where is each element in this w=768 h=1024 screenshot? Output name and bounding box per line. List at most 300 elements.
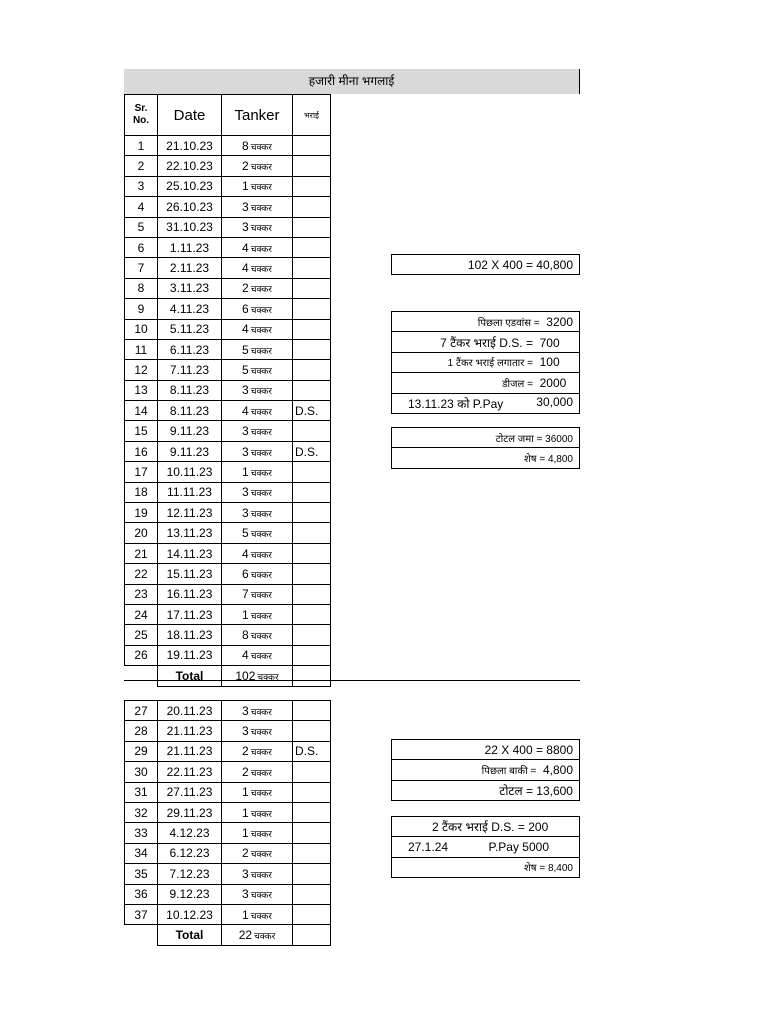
bharai-cell <box>293 278 331 298</box>
table-row <box>125 823 331 843</box>
date-cell: 19.11.23 <box>158 645 222 665</box>
tanker-count: 4 <box>242 546 249 561</box>
tanker-unit: चक्कर <box>250 304 272 315</box>
tanker-cell <box>222 339 293 359</box>
calc-box-section2-pay <box>391 816 580 878</box>
tanker-unit: चक्कर <box>250 365 272 376</box>
table-row <box>125 625 331 645</box>
tanker-cell <box>222 625 293 645</box>
table-row <box>125 884 331 904</box>
tanker-cell <box>222 721 293 741</box>
tanker-unit: चक्कर <box>250 890 272 901</box>
calc-diesel-value: 2000 <box>539 375 567 390</box>
date-cell: 4.11.23 <box>158 299 222 319</box>
tanker-cell <box>222 197 293 217</box>
tanker-unit: चक्कर <box>250 631 272 642</box>
table-row <box>125 782 331 802</box>
bharai-cell <box>293 782 331 802</box>
sr-cell: 30 <box>125 762 158 782</box>
calc-rate-line-2: 22 X 400 = 8800 <box>392 740 580 760</box>
sr-cell: 21 <box>125 543 158 563</box>
tanker-unit: चक्कर <box>250 910 272 921</box>
tanker-cell <box>222 904 293 924</box>
table-row <box>125 319 331 339</box>
tanker-count: 1 <box>242 607 249 622</box>
tanker-cell <box>222 482 293 502</box>
calc-shesh-1: शेष = 4,800 <box>392 448 580 468</box>
tanker-unit: चक्कर <box>250 223 272 234</box>
tanker-count: 1 <box>242 826 249 841</box>
bharai-cell <box>293 823 331 843</box>
calc-ds-label: 7 टैंकर भराई D.S. = <box>440 335 533 350</box>
sr-cell: 9 <box>125 299 158 319</box>
tanker-count: 2 <box>242 159 249 174</box>
tanker-cell <box>222 823 293 843</box>
bharai-cell <box>293 339 331 359</box>
date-cell: 9.11.23 <box>158 441 222 461</box>
date-cell: 22.11.23 <box>158 762 222 782</box>
date-cell: 8.11.23 <box>158 401 222 421</box>
tanker-unit: चक्कर <box>250 284 272 295</box>
tanker-count: 3 <box>242 724 249 739</box>
tanker-count: 4 <box>242 261 249 276</box>
tanker-cell <box>222 176 293 196</box>
date-cell: 8.11.23 <box>158 380 222 400</box>
date-cell: 6.12.23 <box>158 843 222 863</box>
tanker-count: 4 <box>242 240 249 255</box>
tanker-cell <box>222 782 293 802</box>
table-row <box>125 584 331 604</box>
tanker-count: 3 <box>242 424 249 439</box>
sr-cell: 11 <box>125 339 158 359</box>
tanker-cell <box>222 136 293 156</box>
date-cell: 5.11.23 <box>158 319 222 339</box>
table-row <box>125 904 331 924</box>
tanker-cell <box>222 543 293 563</box>
table-row <box>125 360 331 380</box>
tanker-unit: चक्कर <box>250 427 272 438</box>
date-cell: 20.11.23 <box>158 701 222 721</box>
date-cell: 26.10.23 <box>158 197 222 217</box>
tanker-count: 1 <box>242 179 249 194</box>
total-value-cell <box>222 925 293 945</box>
sr-cell: 22 <box>125 564 158 584</box>
calc-baki-label: पिछला बाकी = <box>481 766 537 778</box>
bharai-cell <box>293 925 331 945</box>
date-cell: 22.10.23 <box>158 156 222 176</box>
tanker-count: 5 <box>242 362 249 377</box>
bharai-cell <box>293 843 331 863</box>
tanker-count: 4 <box>242 322 249 337</box>
sr-cell: 27 <box>125 701 158 721</box>
table-row <box>125 462 331 482</box>
date-cell: 29.11.23 <box>158 802 222 822</box>
tanker-count: 3 <box>242 444 249 459</box>
tanker-count: 2 <box>242 744 249 759</box>
total-row <box>125 925 331 945</box>
calc-adv-value: 3200 <box>546 314 573 329</box>
sr-cell: 7 <box>125 258 158 278</box>
sr-cell: 36 <box>125 884 158 904</box>
sr-cell: 18 <box>125 482 158 502</box>
tanker-count: 2 <box>242 846 249 861</box>
sr-cell: 29 <box>125 741 158 761</box>
tanker-count: 3 <box>242 220 249 235</box>
table-row <box>125 136 331 156</box>
table-row <box>125 864 331 884</box>
sr-cell: 28 <box>125 721 158 741</box>
tanker-count: 4 <box>242 648 249 663</box>
tanker-count: 8 <box>242 628 249 643</box>
section-divider <box>124 680 580 681</box>
date-cell: 15.11.23 <box>158 564 222 584</box>
date-cell: 14.11.23 <box>158 543 222 563</box>
tanker-unit: चक्कर <box>250 610 272 621</box>
calc-lagatar-value: 100 <box>539 355 560 370</box>
tanker-count: 3 <box>242 887 249 902</box>
table-row <box>125 762 331 782</box>
tanker-cell <box>222 217 293 237</box>
table-row <box>125 802 331 822</box>
tanker-count: 3 <box>242 199 249 214</box>
sr-cell: 6 <box>125 237 158 257</box>
tanker-cell <box>222 299 293 319</box>
calc-ppay-label: 13.11.23 को P.Pay <box>408 396 504 411</box>
total-label: Total <box>158 666 222 686</box>
tanker-cell <box>222 802 293 822</box>
bharai-cell <box>293 584 331 604</box>
bharai-cell <box>293 625 331 645</box>
calc-ppay-value: 30,000 <box>536 394 573 409</box>
table-row <box>125 217 331 237</box>
bharai-cell <box>293 156 331 176</box>
tanker-unit: चक्कर <box>250 529 272 540</box>
calc-row <box>392 352 580 372</box>
tanker-unit: चक्कर <box>250 747 272 758</box>
tanker-cell <box>222 604 293 624</box>
date-cell: 21.10.23 <box>158 136 222 156</box>
table-row <box>125 564 331 584</box>
tanker-unit: चक्कर <box>250 264 272 275</box>
tanker-unit: चक्कर <box>250 243 272 254</box>
bharai-cell <box>293 721 331 741</box>
bharai-cell <box>293 503 331 523</box>
tanker-cell <box>222 701 293 721</box>
calc-adv-label: पिछला एडवांस = <box>477 317 540 329</box>
tanker-unit: चक्कर <box>250 447 272 458</box>
tanker-cell <box>222 156 293 176</box>
calc-box-deductions <box>391 311 580 414</box>
tanker-cell <box>222 523 293 543</box>
date-cell: 10.11.23 <box>158 462 222 482</box>
tanker-unit: चक्कर <box>250 767 272 778</box>
tanker-cell <box>222 741 293 761</box>
tanker-cell <box>222 884 293 904</box>
date-cell: 6.11.23 <box>158 339 222 359</box>
bharai-cell <box>293 564 331 584</box>
tanker-count: 6 <box>242 566 249 581</box>
calc-total-jama: टोटल जमा = 36000 <box>392 428 580 448</box>
bharai-cell <box>293 482 331 502</box>
bharai-cell <box>293 299 331 319</box>
tanker-unit: चक्कर <box>250 325 272 336</box>
date-cell: 9.12.23 <box>158 884 222 904</box>
bharai-cell <box>293 864 331 884</box>
tanker-unit: चक्कर <box>250 590 272 601</box>
tanker-cell <box>222 258 293 278</box>
tanker-unit: चक्कर <box>250 488 272 499</box>
tanker-cell <box>222 441 293 461</box>
bharai-cell <box>293 666 331 686</box>
header-date: Date <box>158 95 222 136</box>
table-row <box>125 176 331 196</box>
calc-box-section2 <box>391 739 580 801</box>
tanker-cell <box>222 762 293 782</box>
bharai-cell <box>293 380 331 400</box>
date-cell: 1.11.23 <box>158 237 222 257</box>
tanker-count: 3 <box>242 505 249 520</box>
tanker-table-2 <box>124 700 331 946</box>
tanker-count: 8 <box>242 138 249 153</box>
total-value: 22 <box>238 927 253 942</box>
tanker-unit: चक्कर <box>250 869 272 880</box>
blank-cell <box>125 925 158 945</box>
tanker-count: 5 <box>242 526 249 541</box>
tanker-cell <box>222 360 293 380</box>
tanker-count: 1 <box>242 464 249 479</box>
tanker-unit: चक्कर <box>254 930 276 941</box>
tanker-count: 2 <box>242 764 249 779</box>
sr-cell: 26 <box>125 645 158 665</box>
tanker-count: 3 <box>242 703 249 718</box>
sr-cell: 37 <box>125 904 158 924</box>
bharai-cell <box>293 701 331 721</box>
tanker-unit: चक्कर <box>250 651 272 662</box>
date-cell: 31.10.23 <box>158 217 222 237</box>
bharai-cell <box>293 462 331 482</box>
sr-cell: 15 <box>125 421 158 441</box>
date-cell: 21.11.23 <box>158 721 222 741</box>
sr-cell: 12 <box>125 360 158 380</box>
tanker-unit: चक्कर <box>250 202 272 213</box>
bharai-cell <box>293 523 331 543</box>
tanker-cell <box>222 645 293 665</box>
calc-row <box>392 332 580 352</box>
calc-ds2-value: 200 <box>528 820 549 835</box>
table-row <box>125 604 331 624</box>
tanker-unit: चक्कर <box>257 671 279 682</box>
sr-cell: 8 <box>125 278 158 298</box>
table-row <box>125 721 331 741</box>
tanker-count: 7 <box>242 587 249 602</box>
table-row <box>125 401 331 421</box>
table-row <box>125 441 331 461</box>
calc-shesh-2: शेष = 8,400 <box>392 857 580 877</box>
table-row <box>125 503 331 523</box>
tanker-unit: चक्कर <box>250 706 272 717</box>
date-cell: 27.11.23 <box>158 782 222 802</box>
date-cell: 4.12.23 <box>158 823 222 843</box>
sr-cell: 17 <box>125 462 158 482</box>
table-row <box>125 543 331 563</box>
tanker-count: 5 <box>242 342 249 357</box>
date-cell: 16.11.23 <box>158 584 222 604</box>
bharai-cell <box>293 421 331 441</box>
tanker-unit: चक्कर <box>250 141 272 152</box>
total-label: Total <box>158 925 222 945</box>
tanker-cell <box>222 462 293 482</box>
header-sr-no: Sr. No. <box>125 95 158 136</box>
table-row <box>125 523 331 543</box>
calc-total-2: टोटल = 13,600 <box>392 780 580 800</box>
table-row <box>125 843 331 863</box>
calc-row <box>392 312 580 332</box>
bharai-cell <box>293 762 331 782</box>
date-cell: 7.12.23 <box>158 864 222 884</box>
header-bharai: भराई <box>293 95 331 136</box>
calc-box-balance <box>391 427 580 469</box>
sr-cell: 3 <box>125 176 158 196</box>
tanker-unit: चक्कर <box>250 467 272 478</box>
calc-ds-value: 700 <box>539 335 560 350</box>
table-row <box>125 701 331 721</box>
tanker-cell <box>222 380 293 400</box>
bharai-cell <box>293 319 331 339</box>
table-row <box>125 197 331 217</box>
tanker-cell <box>222 401 293 421</box>
tanker-cell <box>222 421 293 441</box>
sr-cell: 4 <box>125 197 158 217</box>
tanker-unit: चक्कर <box>250 406 272 417</box>
sr-cell: 16 <box>125 441 158 461</box>
tanker-unit: चक्कर <box>250 569 272 580</box>
tanker-cell <box>222 843 293 863</box>
calc-row <box>392 393 580 413</box>
tanker-unit: चक्कर <box>250 727 272 738</box>
date-cell: 18.11.23 <box>158 625 222 645</box>
sr-cell: 14 <box>125 401 158 421</box>
sr-cell: 23 <box>125 584 158 604</box>
sr-cell: 2 <box>125 156 158 176</box>
sr-cell: 34 <box>125 843 158 863</box>
tanker-unit: चक्कर <box>250 788 272 799</box>
table-row <box>125 645 331 665</box>
tanker-unit: चक्कर <box>250 508 272 519</box>
tanker-cell <box>222 319 293 339</box>
bharai-cell <box>293 237 331 257</box>
sr-cell: 19 <box>125 503 158 523</box>
sr-cell: 10 <box>125 319 158 339</box>
calc-baki-value: 4,800 <box>542 763 573 778</box>
sr-cell: 13 <box>125 380 158 400</box>
tanker-cell <box>222 503 293 523</box>
tanker-table-1 <box>124 94 331 687</box>
date-cell: 11.11.23 <box>158 482 222 502</box>
calc-lagatar-label: 1 टैंकर भराई लगातार = <box>447 358 533 370</box>
sr-cell: 25 <box>125 625 158 645</box>
tanker-unit: चक्कर <box>250 182 272 193</box>
total-value-cell <box>222 666 293 686</box>
table-header <box>125 95 331 136</box>
tanker-unit: चक्कर <box>250 345 272 356</box>
table-row <box>125 299 331 319</box>
table-row <box>125 156 331 176</box>
table-row <box>125 278 331 298</box>
date-cell: 3.11.23 <box>158 278 222 298</box>
calc-pay2-date: 27.1.24 <box>408 840 449 855</box>
date-cell: 13.11.23 <box>158 523 222 543</box>
sr-cell: 5 <box>125 217 158 237</box>
bharai-cell <box>293 197 331 217</box>
header-tanker: Tanker <box>222 95 293 136</box>
bharai-cell: D.S. <box>293 401 331 421</box>
table-row <box>125 380 331 400</box>
tanker-cell <box>222 864 293 884</box>
tanker-cell <box>222 564 293 584</box>
bharai-cell <box>293 217 331 237</box>
calc-box-rate <box>391 254 580 275</box>
calc-pay2-label: P.Pay 5000 <box>488 840 549 855</box>
table-row <box>125 741 331 761</box>
tanker-unit: चक्कर <box>250 808 272 819</box>
tanker-count: 2 <box>242 281 249 296</box>
bharai-cell <box>293 884 331 904</box>
page-title: हजारी मीना भगलाई <box>124 69 580 94</box>
sr-cell: 24 <box>125 604 158 624</box>
date-cell: 9.11.23 <box>158 421 222 441</box>
sr-cell: 1 <box>125 136 158 156</box>
bharai-cell <box>293 136 331 156</box>
sr-cell: 33 <box>125 823 158 843</box>
date-cell: 21.11.23 <box>158 741 222 761</box>
tanker-cell <box>222 237 293 257</box>
calc-diesel-label: डीजल = <box>502 378 533 390</box>
table-row <box>125 482 331 502</box>
sr-cell: 31 <box>125 782 158 802</box>
bharai-cell <box>293 645 331 665</box>
date-cell: 10.12.23 <box>158 904 222 924</box>
tanker-count: 3 <box>242 383 249 398</box>
tanker-count: 1 <box>242 907 249 922</box>
sr-cell: 35 <box>125 864 158 884</box>
total-row <box>125 666 331 686</box>
bharai-cell <box>293 802 331 822</box>
date-cell: 2.11.23 <box>158 258 222 278</box>
blank-cell <box>125 666 158 686</box>
tanker-count: 3 <box>242 866 249 881</box>
tanker-count: 6 <box>242 301 249 316</box>
tanker-unit: चक्कर <box>250 162 272 173</box>
tanker-unit: चक्कर <box>250 829 272 840</box>
calc-row <box>392 373 580 393</box>
bharai-cell <box>293 543 331 563</box>
bharai-cell: D.S. <box>293 741 331 761</box>
calc-rate-line: 102 X 400 = 40,800 <box>392 255 580 275</box>
tanker-unit: चक्कर <box>250 386 272 397</box>
sr-cell: 32 <box>125 802 158 822</box>
table-row <box>125 339 331 359</box>
bharai-cell <box>293 604 331 624</box>
total-value: 102 <box>235 668 256 683</box>
table-row <box>125 421 331 441</box>
date-cell: 7.11.23 <box>158 360 222 380</box>
bharai-cell <box>293 258 331 278</box>
tanker-count: 4 <box>242 403 249 418</box>
bharai-cell <box>293 904 331 924</box>
table-row <box>125 237 331 257</box>
tanker-count: 1 <box>242 785 249 800</box>
date-cell: 25.10.23 <box>158 176 222 196</box>
